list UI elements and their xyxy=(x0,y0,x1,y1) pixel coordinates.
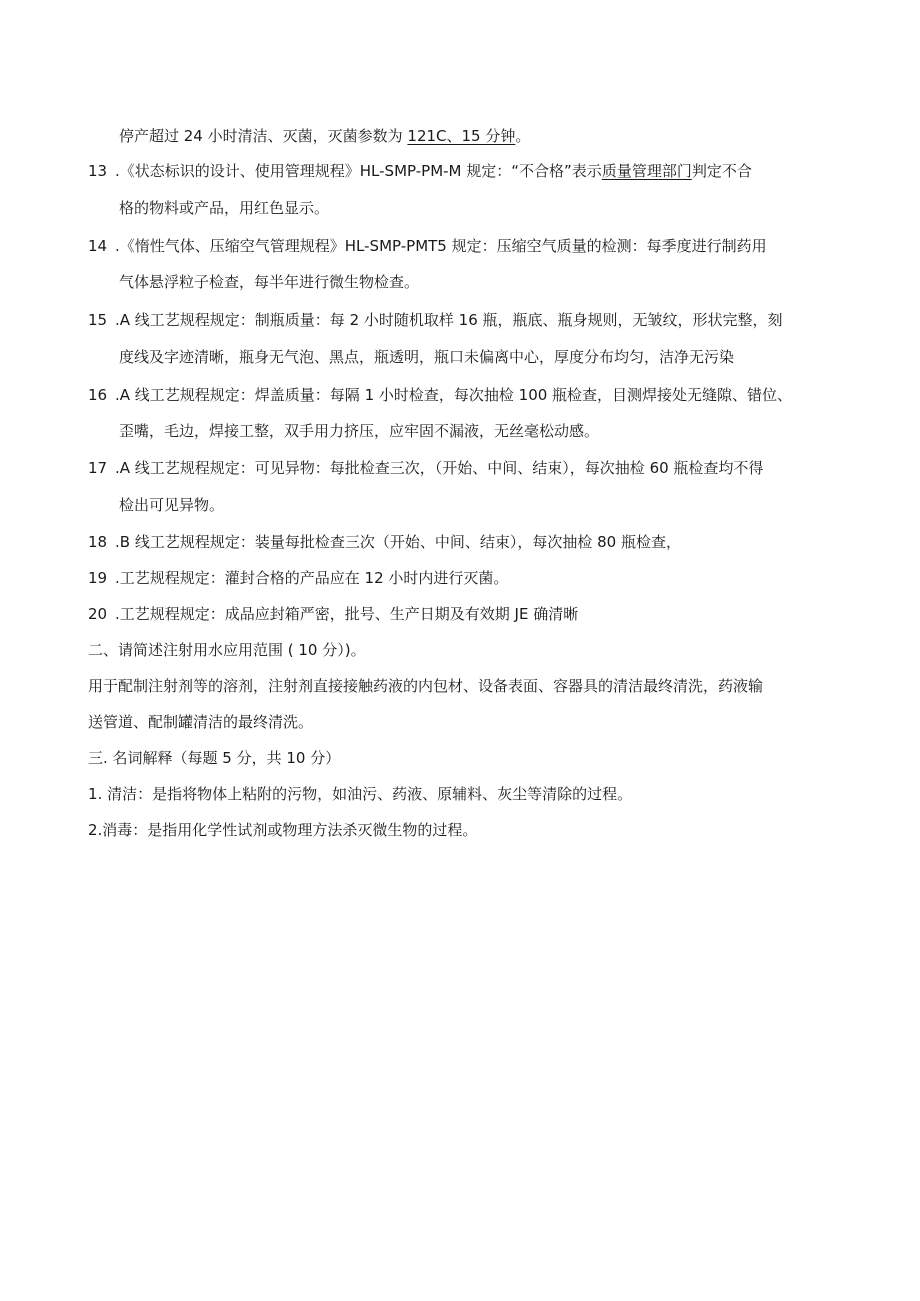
item-12-sterilization-params: 121C、15 分钟 xyxy=(407,127,516,145)
section-2-heading: 二、请简述注射用水应用范围 ( 10 分）)。 xyxy=(88,641,366,659)
item-14-line-2: 气体悬浮粒子检查，每半年进行微生物检查。 xyxy=(119,273,420,291)
item-15-number: 15 xyxy=(88,311,108,329)
item-19-number: 19 xyxy=(88,569,108,587)
item-17-line-1: .A 线工艺规程规定：可见异物：每批检查三次，（开始、中间、结束），每次抽检 60 瓶检查均不得 xyxy=(115,459,764,477)
item-13-text-end: 判定不合 xyxy=(691,162,752,180)
item-13-number: 13 xyxy=(88,162,108,180)
section-3-term-1: 1. 清洁：是指将物体上粘附的污物，如油污、药液、原辅料、灰尘等清除的过程。 xyxy=(88,785,633,803)
item-18-number: 18 xyxy=(88,533,108,551)
item-20-number: 20 xyxy=(88,605,108,623)
item-15-line-2: 度线及字迹清晰，瓶身无气泡、黑点，瓶透明，瓶口未偏离中心，厚度分布均匀，洁净无污染 xyxy=(119,348,735,366)
item-15-line-1: .A 线工艺规程规定：制瓶质量：每 2 小时随机取样 16 瓶，瓶底、瓶身规则，无皱纹，形状完整，刻 xyxy=(115,311,783,329)
item-18-line-1: .B 线工艺规程规定：装量每批检查三次（开始、中间、结束），每次抽检 80 瓶检查， xyxy=(115,533,681,551)
section-2-answer-line-2: 送管道、配制罐清洁的最终清洗。 xyxy=(88,713,314,731)
item-14-number: 14 xyxy=(88,237,108,255)
item-14-line-1: .《惰性气体、压缩空气管理规程》HL-SMP-PMT5 规定：压缩空气质量的检测：每季度进行制药用 xyxy=(115,237,767,255)
item-12-suffix: 。 xyxy=(515,127,531,145)
item-16-line-1: .A 线工艺规程规定：焊盖质量：每隔 1 小时检查，每次抽检 100 瓶检查，目测焊接处无缝隙、错位、 xyxy=(115,386,793,404)
item-13-line-2: 格的物料或产品，用红色显示。 xyxy=(119,199,330,217)
item-13-qa-department: 质量管理部门 xyxy=(601,162,692,180)
item-20-line-1: .工艺规程规定：成品应封箱严密，批号、生产日期及有效期 JE 确清晰 xyxy=(115,605,579,623)
item-13-line-1 xyxy=(115,161,752,181)
item-16-number: 16 xyxy=(88,386,108,404)
item-13-text: .《状态标识的设计、使用管理规程》HL-SMP-PM-M 规定：“不合格”表示 xyxy=(115,162,602,180)
item-16-line-2: 歪嘴，毛边，焊接工整，双手用力挤压，应牢固不漏液，无丝毫松动感。 xyxy=(119,422,600,440)
item-12-continuation xyxy=(119,126,530,146)
item-17-line-2: 检出可见异物。 xyxy=(119,496,225,514)
item-19-line-1: .工艺规程规定：灌封合格的产品应在 12 小时内进行灭菌。 xyxy=(115,569,509,587)
section-2-answer-line-1: 用于配制注射剂等的溶剂，注射剂直接接触药液的内包材、设备表面、容器具的清洁最终清洗，药液输 xyxy=(88,677,764,695)
item-17-number: 17 xyxy=(88,459,108,477)
section-3-term-2: 2.消毒：是指用化学性试剂或物理方法杀灭微生物的过程。 xyxy=(88,821,478,839)
item-12-text: 停产超过 24 小时清洁、灭菌，灭菌参数为 xyxy=(119,127,408,145)
section-3-heading: 三. 名词解释（每题 5 分，共 10 分） xyxy=(88,749,341,767)
